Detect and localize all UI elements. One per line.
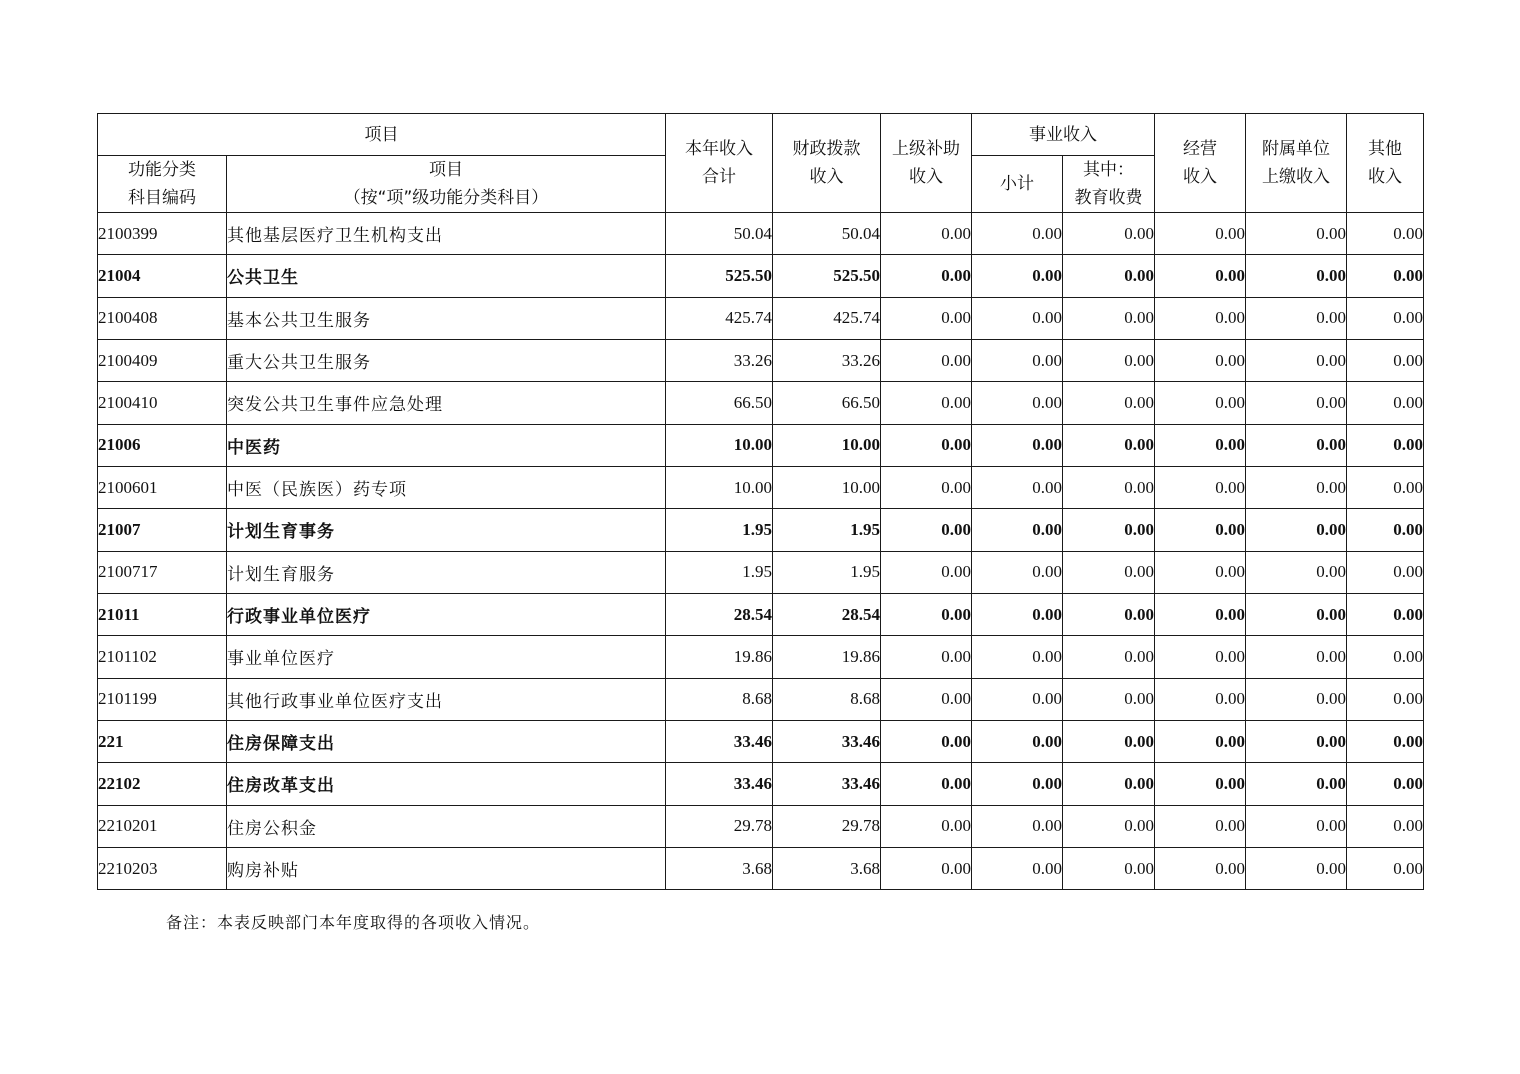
row-value-subtotal: 0.00 (972, 339, 1063, 381)
row-value-affiliated: 0.00 (1246, 466, 1347, 508)
row-value-other: 0.00 (1347, 636, 1424, 678)
row-name: 计划生育服务 (227, 551, 666, 593)
row-value-fiscal: 1.95 (773, 509, 881, 551)
row-value-affiliated: 0.00 (1246, 424, 1347, 466)
row-name: 住房保障支出 (227, 720, 666, 762)
row-value-superior: 0.00 (881, 466, 972, 508)
row-value-operating: 0.00 (1155, 424, 1246, 466)
row-code: 2100409 (98, 339, 227, 381)
row-value-subtotal: 0.00 (972, 551, 1063, 593)
row-value-other: 0.00 (1347, 593, 1424, 635)
row-value-superior: 0.00 (881, 213, 972, 255)
row-value-other: 0.00 (1347, 551, 1424, 593)
row-value-superior: 0.00 (881, 593, 972, 635)
row-value-fiscal: 33.46 (773, 763, 881, 805)
row-value-superior: 0.00 (881, 255, 972, 297)
row-value-fiscal: 3.68 (773, 847, 881, 889)
row-code: 21006 (98, 424, 227, 466)
row-value-operating: 0.00 (1155, 678, 1246, 720)
row-code: 22102 (98, 763, 227, 805)
row-value-affiliated: 0.00 (1246, 213, 1347, 255)
row-value-superior: 0.00 (881, 636, 972, 678)
row-value-total: 10.00 (666, 466, 773, 508)
row-value-superior: 0.00 (881, 847, 972, 889)
row-name: 行政事业单位医疗 (227, 593, 666, 635)
header-subtotal: 小计 (972, 156, 1063, 213)
row-value-affiliated: 0.00 (1246, 805, 1347, 847)
header-education-fees: 其中： 教育收费 (1063, 156, 1155, 213)
row-value-fiscal: 525.50 (773, 255, 881, 297)
table-row (98, 382, 1424, 424)
table-row (98, 255, 1424, 297)
row-value-subtotal: 0.00 (972, 255, 1063, 297)
row-code: 2100399 (98, 213, 227, 255)
row-value-fiscal: 8.68 (773, 678, 881, 720)
row-code: 2100408 (98, 297, 227, 339)
row-value-operating: 0.00 (1155, 805, 1246, 847)
row-name: 基本公共卫生服务 (227, 297, 666, 339)
row-value-affiliated: 0.00 (1246, 847, 1347, 889)
row-value-operating: 0.00 (1155, 763, 1246, 805)
row-value-affiliated: 0.00 (1246, 678, 1347, 720)
row-value-operating: 0.00 (1155, 255, 1246, 297)
row-value-superior: 0.00 (881, 678, 972, 720)
row-value-subtotal: 0.00 (972, 509, 1063, 551)
row-value-subtotal: 0.00 (972, 466, 1063, 508)
row-value-education-fees: 0.00 (1063, 763, 1155, 805)
row-value-affiliated: 0.00 (1246, 509, 1347, 551)
row-value-education-fees: 0.00 (1063, 805, 1155, 847)
row-value-fiscal: 425.74 (773, 297, 881, 339)
row-value-other: 0.00 (1347, 424, 1424, 466)
table-row (98, 424, 1424, 466)
row-value-subtotal: 0.00 (972, 382, 1063, 424)
row-value-education-fees: 0.00 (1063, 720, 1155, 762)
row-value-total: 19.86 (666, 636, 773, 678)
row-value-other: 0.00 (1347, 763, 1424, 805)
row-value-total: 33.46 (666, 763, 773, 805)
row-value-affiliated: 0.00 (1246, 339, 1347, 381)
table-row (98, 763, 1424, 805)
row-value-education-fees: 0.00 (1063, 297, 1155, 339)
row-value-superior: 0.00 (881, 763, 972, 805)
row-value-other: 0.00 (1347, 466, 1424, 508)
row-value-total: 1.95 (666, 551, 773, 593)
row-value-subtotal: 0.00 (972, 593, 1063, 635)
row-value-affiliated: 0.00 (1246, 763, 1347, 805)
row-value-total: 28.54 (666, 593, 773, 635)
row-code: 21007 (98, 509, 227, 551)
table-note: 备注：本表反映部门本年度取得的各项收入情况。 (166, 913, 541, 932)
row-code: 2100601 (98, 466, 227, 508)
row-value-subtotal: 0.00 (972, 720, 1063, 762)
row-value-total: 525.50 (666, 255, 773, 297)
header-fiscal-appropriation: 财政拨款 收入 (773, 114, 881, 213)
header-total-income: 本年收入 合计 (666, 114, 773, 213)
row-value-education-fees: 0.00 (1063, 382, 1155, 424)
income-table (97, 113, 1424, 890)
row-name: 突发公共卫生事件应急处理 (227, 382, 666, 424)
row-value-affiliated: 0.00 (1246, 593, 1347, 635)
row-value-total: 66.50 (666, 382, 773, 424)
row-code: 2101102 (98, 636, 227, 678)
row-value-fiscal: 33.46 (773, 720, 881, 762)
row-name: 住房改革支出 (227, 763, 666, 805)
row-value-other: 0.00 (1347, 678, 1424, 720)
table-row (98, 678, 1424, 720)
row-value-other: 0.00 (1347, 509, 1424, 551)
row-name: 住房公积金 (227, 805, 666, 847)
row-value-education-fees: 0.00 (1063, 636, 1155, 678)
row-value-superior: 0.00 (881, 805, 972, 847)
table-row (98, 509, 1424, 551)
row-value-fiscal: 29.78 (773, 805, 881, 847)
header-affiliated-income: 附属单位 上缴收入 (1246, 114, 1347, 213)
row-value-total: 8.68 (666, 678, 773, 720)
row-name: 中医（民族医）药专项 (227, 466, 666, 508)
row-value-operating: 0.00 (1155, 593, 1246, 635)
row-value-total: 3.68 (666, 847, 773, 889)
table-row (98, 847, 1424, 889)
row-value-education-fees: 0.00 (1063, 593, 1155, 635)
row-value-subtotal: 0.00 (972, 636, 1063, 678)
row-value-affiliated: 0.00 (1246, 297, 1347, 339)
row-value-total: 29.78 (666, 805, 773, 847)
row-name: 购房补贴 (227, 847, 666, 889)
row-value-operating: 0.00 (1155, 297, 1246, 339)
row-value-other: 0.00 (1347, 255, 1424, 297)
row-code: 2210203 (98, 847, 227, 889)
row-value-operating: 0.00 (1155, 636, 1246, 678)
row-value-subtotal: 0.00 (972, 297, 1063, 339)
row-code: 2210201 (98, 805, 227, 847)
table-row (98, 297, 1424, 339)
row-value-subtotal: 0.00 (972, 424, 1063, 466)
table-header (98, 114, 1424, 213)
row-value-education-fees: 0.00 (1063, 213, 1155, 255)
row-name: 重大公共卫生服务 (227, 339, 666, 381)
table-row (98, 593, 1424, 635)
row-value-superior: 0.00 (881, 720, 972, 762)
row-value-education-fees: 0.00 (1063, 551, 1155, 593)
row-code: 221 (98, 720, 227, 762)
table-row (98, 551, 1424, 593)
row-name: 其他基层医疗卫生机构支出 (227, 213, 666, 255)
row-value-total: 10.00 (666, 424, 773, 466)
row-name: 公共卫生 (227, 255, 666, 297)
row-name: 中医药 (227, 424, 666, 466)
row-value-fiscal: 66.50 (773, 382, 881, 424)
row-value-fiscal: 10.00 (773, 466, 881, 508)
row-name: 事业单位医疗 (227, 636, 666, 678)
row-value-operating: 0.00 (1155, 847, 1246, 889)
table-row (98, 720, 1424, 762)
row-value-education-fees: 0.00 (1063, 255, 1155, 297)
row-value-superior: 0.00 (881, 424, 972, 466)
row-value-subtotal: 0.00 (972, 213, 1063, 255)
row-value-superior: 0.00 (881, 551, 972, 593)
table-row (98, 636, 1424, 678)
row-value-affiliated: 0.00 (1246, 636, 1347, 678)
row-value-other: 0.00 (1347, 339, 1424, 381)
row-value-affiliated: 0.00 (1246, 255, 1347, 297)
header-project: 项目 (98, 114, 666, 156)
row-value-operating: 0.00 (1155, 509, 1246, 551)
table-row (98, 339, 1424, 381)
header-other-income: 其他 收入 (1347, 114, 1424, 213)
row-value-total: 1.95 (666, 509, 773, 551)
table-body (98, 213, 1424, 890)
row-value-operating: 0.00 (1155, 720, 1246, 762)
row-value-other: 0.00 (1347, 720, 1424, 762)
row-code: 2100717 (98, 551, 227, 593)
row-value-operating: 0.00 (1155, 339, 1246, 381)
row-value-other: 0.00 (1347, 382, 1424, 424)
row-value-subtotal: 0.00 (972, 847, 1063, 889)
row-value-operating: 0.00 (1155, 213, 1246, 255)
header-operating-income: 经营 收入 (1155, 114, 1246, 213)
row-name: 计划生育事务 (227, 509, 666, 551)
row-value-superior: 0.00 (881, 382, 972, 424)
row-value-operating: 0.00 (1155, 382, 1246, 424)
row-value-education-fees: 0.00 (1063, 509, 1155, 551)
row-value-superior: 0.00 (881, 509, 972, 551)
row-value-fiscal: 19.86 (773, 636, 881, 678)
row-value-superior: 0.00 (881, 339, 972, 381)
row-value-education-fees: 0.00 (1063, 847, 1155, 889)
table-row (98, 805, 1424, 847)
row-value-fiscal: 28.54 (773, 593, 881, 635)
row-value-total: 33.46 (666, 720, 773, 762)
row-value-other: 0.00 (1347, 847, 1424, 889)
row-code: 2100410 (98, 382, 227, 424)
row-value-other: 0.00 (1347, 297, 1424, 339)
row-value-other: 0.00 (1347, 805, 1424, 847)
row-value-education-fees: 0.00 (1063, 466, 1155, 508)
row-value-other: 0.00 (1347, 213, 1424, 255)
row-code: 2101199 (98, 678, 227, 720)
header-superior-subsidy: 上级补助 收入 (881, 114, 972, 213)
row-value-fiscal: 50.04 (773, 213, 881, 255)
row-value-affiliated: 0.00 (1246, 382, 1347, 424)
row-code: 21004 (98, 255, 227, 297)
row-value-subtotal: 0.00 (972, 678, 1063, 720)
header-function-code: 功能分类 科目编码 (98, 156, 227, 213)
row-value-total: 425.74 (666, 297, 773, 339)
row-value-fiscal: 1.95 (773, 551, 881, 593)
row-value-fiscal: 33.26 (773, 339, 881, 381)
row-value-fiscal: 10.00 (773, 424, 881, 466)
row-value-affiliated: 0.00 (1246, 551, 1347, 593)
row-value-education-fees: 0.00 (1063, 678, 1155, 720)
table-row (98, 466, 1424, 508)
table-row (98, 213, 1424, 255)
row-name: 其他行政事业单位医疗支出 (227, 678, 666, 720)
row-value-subtotal: 0.00 (972, 763, 1063, 805)
row-value-total: 33.26 (666, 339, 773, 381)
row-value-superior: 0.00 (881, 297, 972, 339)
row-code: 21011 (98, 593, 227, 635)
header-item-name: 项目 （按“项”级功能分类科目） (227, 156, 666, 213)
row-value-operating: 0.00 (1155, 466, 1246, 508)
row-value-education-fees: 0.00 (1063, 339, 1155, 381)
row-value-total: 50.04 (666, 213, 773, 255)
row-value-subtotal: 0.00 (972, 805, 1063, 847)
row-value-education-fees: 0.00 (1063, 424, 1155, 466)
row-value-affiliated: 0.00 (1246, 720, 1347, 762)
header-business-income: 事业收入 (972, 114, 1155, 156)
row-value-operating: 0.00 (1155, 551, 1246, 593)
